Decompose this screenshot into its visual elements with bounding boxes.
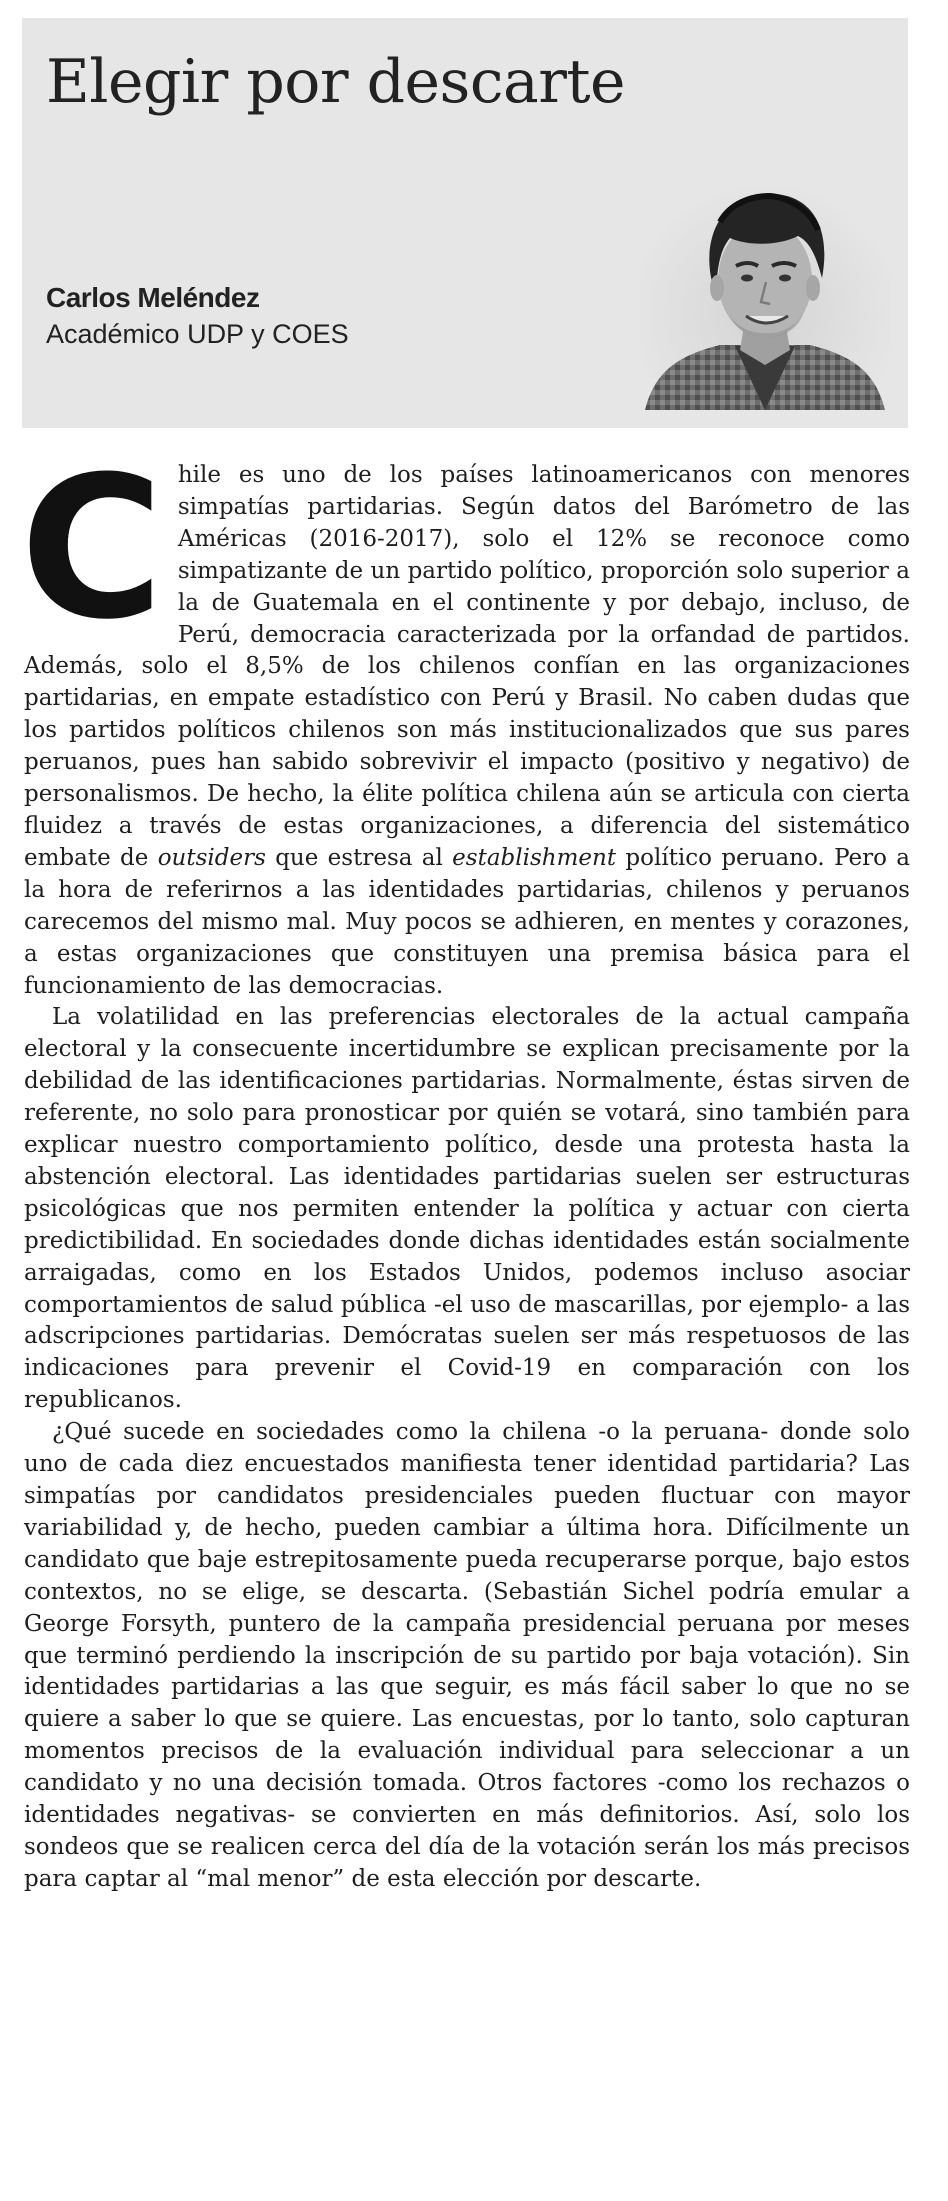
paragraph-2: La volatilidad en las preferencias electorales de la actual campaña electoral y la consecuente incertidumbre se explican precisamente por la debilidad de las identificaciones partidarias. Normalmente, éstas sirven de referente, no solo para pronosticar por quién se votará, sino también para explicar nuestro comportamiento político, desde una protesta hasta la abstención electoral. Las identidades partidarias suelen ser estructuras psicológicas que nos permiten entender la política y actuar con cierta predictibilidad. En sociedades donde dichas identidades están socialmente arraigadas, como en los Estados Unidos, podemos incluso asociar comportamientos de salud pública -el uso de mascarillas, por ejemplo- a las adscripciones partidarias. Demócratas suelen ser más respetuosos de las indicaciones para prevenir el Covid-19 en comparación con los republicanos. xyxy=(24,1004,910,1414)
paragraph-1 xyxy=(20,435,910,1002)
emphasis-outsiders: outsiders xyxy=(157,844,266,871)
article-body xyxy=(20,435,910,1896)
author-role: Académico UDP y COES xyxy=(46,319,349,349)
paragraph-3: ¿Qué sucede en sociedades como la chilena -o la peruana- donde solo uno de cada diez encuestados manifiesta tener identidad partidaria? Las simpatías por candidatos presidenciales pueden fluctuar con mayor variabilidad y, de hecho, pueden cambiar a última hora. Difícilmente un candidato que baje estrepitosamente pueda recuperarse porque, bajo estos contextos, no se elige, se descarta. (Sebastián Sichel podría emular a George Forsyth, puntero de la campaña presidencial peruana por meses que terminó perdiendo la inscripción de su partido por baja votación). Sin identidades partidarias a las que seguir, es más fácil saber lo que no se quiere a saber lo que se quiere. Las encuestas, por lo tanto, solo capturan momentos precisos de la evaluación individual para seleccionar a un candidato y no una decisión tomada. Otros factores -como los rechazos o identidades negativas- se convierten en más definitorios. Así, solo los sondeos que se realicen cerca del día de la votación serán los más precisos para captar al “mal menor” de esta elección por descarte. xyxy=(24,1419,910,1892)
byline xyxy=(46,280,349,352)
paragraph-1-text-b: que estresa al xyxy=(265,844,453,871)
author-photo xyxy=(640,170,890,410)
paragraph-1-text-c: político peruano. Pero a la hora de referirnos a las identidades partidarias, chilenos y peruanos carecemos del mismo mal. Muy pocos se adhieren, en mentes y corazones, a estas organizaciones que constituyen una premisa básica para el funcionamiento de las democracias. xyxy=(24,844,910,999)
article-title: Elegir por descarte xyxy=(46,47,626,117)
emphasis-establishment: establishment xyxy=(452,844,617,871)
paragraph-1-text-a: hile es uno de los países latinoamericanos con menores simpatías partidarias. Según datos del Barómetro de las Américas (2016-2017), solo el 12% se reconoce como simpatizante de un partido político, proporción solo superior a la de Guatemala en el continente y por debajo, incluso, de Perú, democracia caracterizada por la orfandad de partidos. Además, solo el 8,5% de los chilenos confían en las organizaciones partidarias, en empate estadístico con Perú y Brasil. No caben dudas que los partidos políticos chilenos son más institucionalizados que sus pares peruanos, pues han sabido sobrevivir el impacto (positivo y negativo) de personalismos. De hecho, la élite política chilena aún se articula con cierta fluidez a través de estas organizaciones, a diferencia del sistemático embate de xyxy=(24,462,910,871)
author-name: Carlos Meléndez xyxy=(46,282,260,313)
drop-cap: C xyxy=(20,435,164,663)
